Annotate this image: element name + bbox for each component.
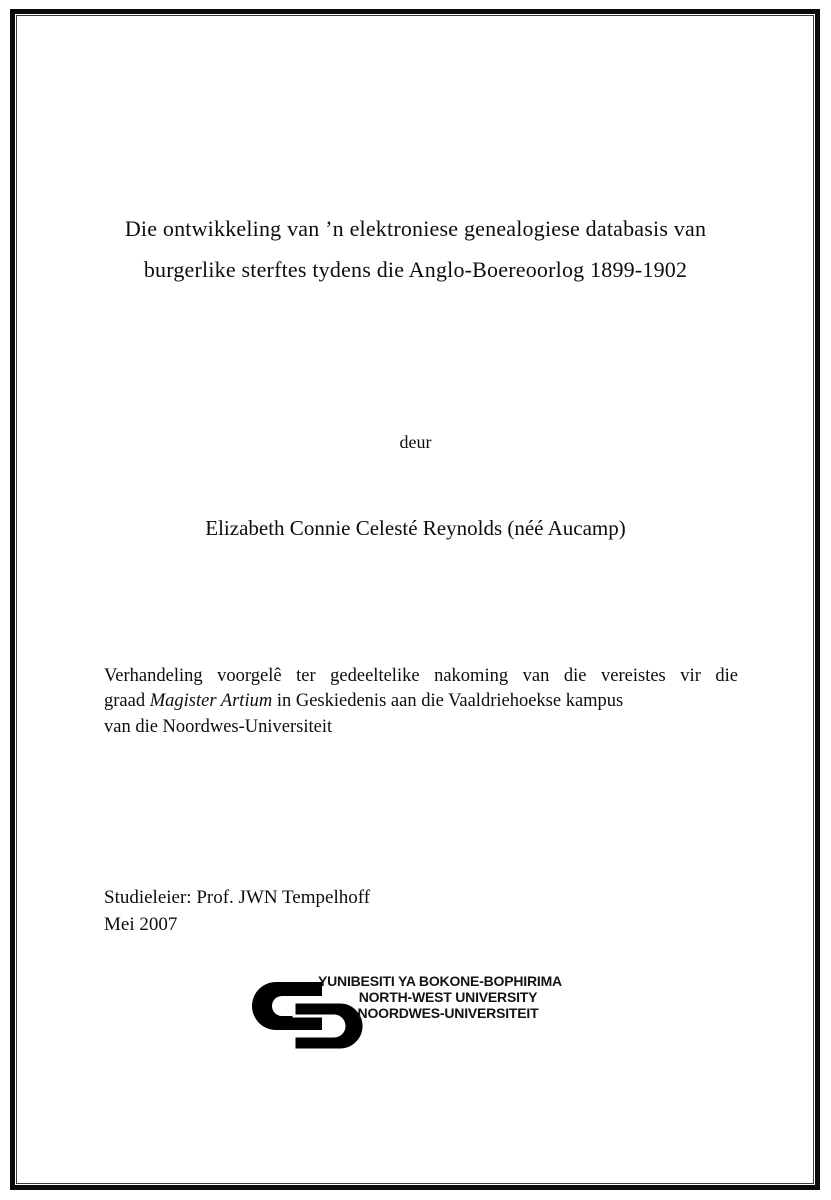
degree-statement-line-3: van die Noordwes-Universiteit: [104, 716, 333, 737]
logo-line-english: NORTH-WEST UNIVERSITY: [358, 988, 538, 1005]
degree-statement: [104, 664, 738, 740]
author-name: Elizabeth Connie Celesté Reynolds (néé Aucamp): [205, 516, 626, 540]
logo-line-setswana: YUNIBESITI YA BOKONE-BOPHIRIMA: [318, 973, 562, 989]
degree-statement-line-2: [104, 689, 738, 714]
university-logo: [252, 970, 582, 1060]
date-line: Mei 2007: [104, 914, 178, 935]
degree-statement-line-2-prefix: graad: [104, 691, 150, 712]
degree-statement-line-1: Verhandeling voorgelê ter gedeeltelike nakoming van die vereistes vir die: [104, 666, 738, 686]
logo-line-afrikaans: NOORDWES-UNIVERSITEIT: [357, 1004, 539, 1021]
degree-name-italic: Magister Artium: [149, 691, 273, 712]
supervisor-line: Studieleier: Prof. JWN Tempelhoff: [104, 887, 371, 908]
supervisor-block: [104, 884, 370, 938]
degree-statement-line-2-suffix: in Geskiedenis aan die Vaaldriehoekse kampus: [272, 691, 624, 712]
thesis-title-line-2: burgerlike sterftes tydens die Anglo-Boereoorlog 1899-1902: [143, 257, 688, 282]
byline: deur: [399, 432, 432, 452]
thesis-title-line-1: Die ontwikkeling van ’n elektroniese genealogiese databasis van: [124, 216, 707, 241]
thesis-title: [60, 208, 771, 290]
university-logo-wordmark: [318, 974, 578, 1021]
